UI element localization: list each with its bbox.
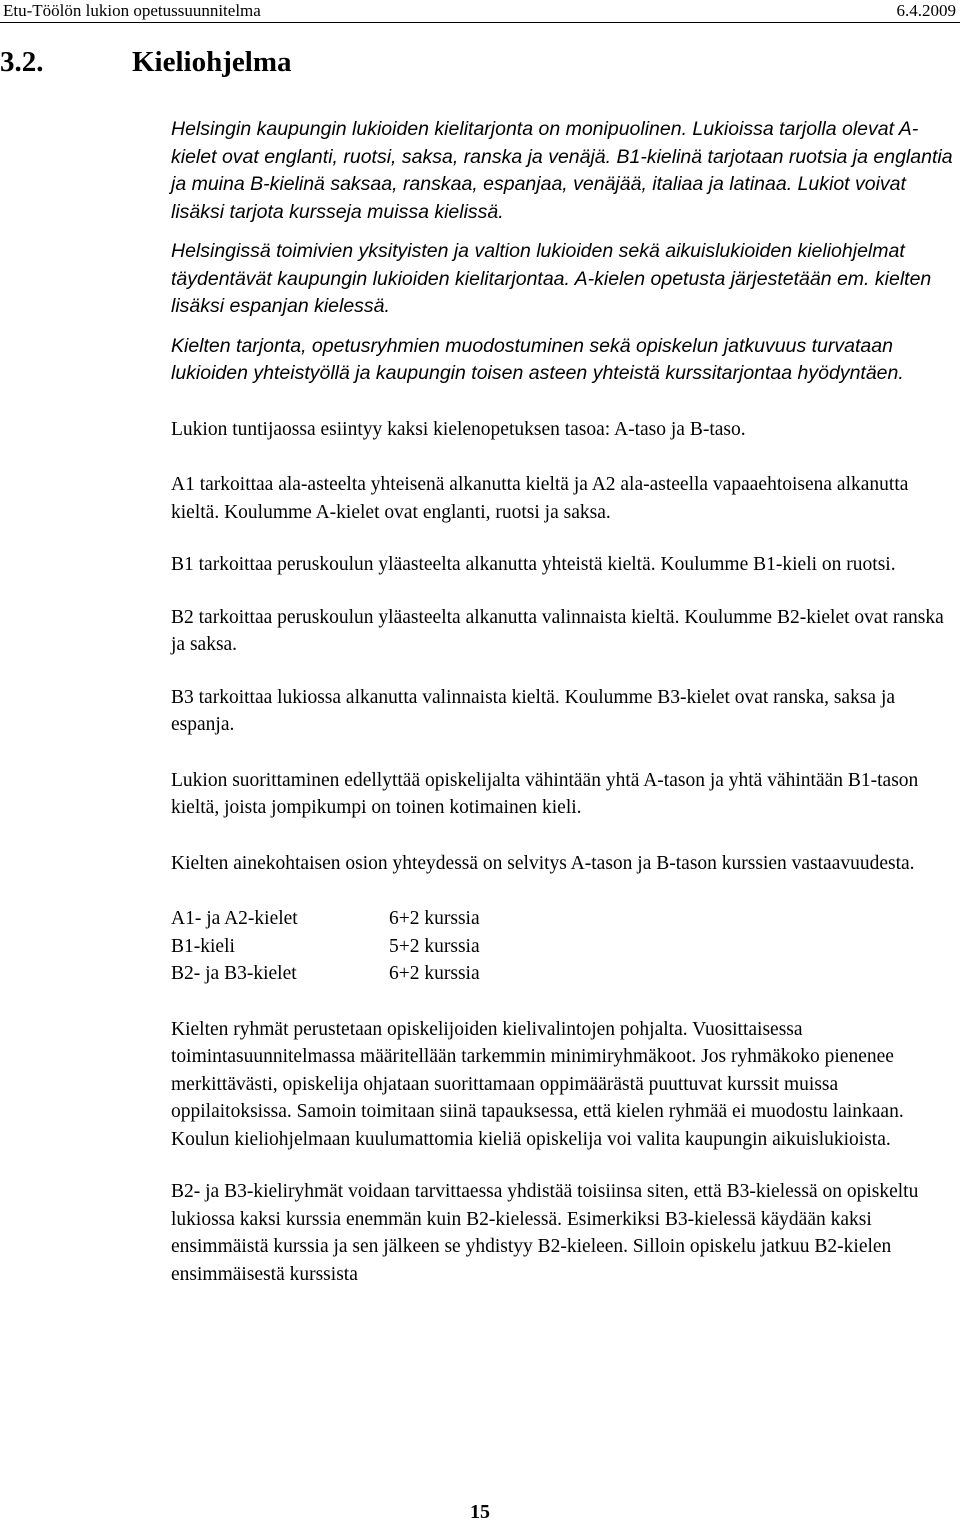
intro-paragraph-2: Helsingissä toimivien yksityisten ja valtion lukioiden sekä aikuislukioiden kieliohjelmat täydentävät kaupungin lukioiden kielitarjontaa. A-kielen opetusta järjestetään em. kielten lisäksi espanjan kielessä. xyxy=(171,240,932,317)
section-title: Kieliohjelma xyxy=(132,46,292,78)
paragraph-b3-languages: B3 tarkoittaa lukiossa alkanutta valinnaista kieltä. Koulumme B3-kielet ovat ranska, saksa ja espanja. xyxy=(171,686,896,735)
paragraph-a-languages: A1 tarkoittaa ala-asteelta yhteisenä alkanutta kieltä ja A2 ala-asteella vapaaehtoisena alkanutta kieltä. Koulumme A-kielet ovat englanti, ruotsi ja saksa. xyxy=(171,474,909,523)
course-count: 6+2 kurssia xyxy=(389,908,480,929)
course-level: B1-kieli xyxy=(171,935,235,957)
document-title: Etu-Töölön lukion opetussuunnitelma xyxy=(3,1,261,20)
paragraph-requirements: Lukion suorittaminen edellyttää opiskelijalta vähintään yhtä A-tason ja yhtä vähintään B1-tason kieltä, joista jompikumpi on toinen kotimainen kieli. xyxy=(171,769,919,818)
document-body xyxy=(171,116,960,1288)
paragraph-equivalence: Kielten ainekohtaisen osion yhteydessä on selvitys A-tason ja B-tason kurssien vastaavuudesta. xyxy=(171,852,915,874)
intro-paragraph-3: Kielten tarjonta, opetusryhmien muodostuminen sekä opiskelun jatkuvuus turvataan lukioiden yhteistyöllä ja kaupungin toisen asteen yhteistä kurssitarjontaa hyödyntäen. xyxy=(171,334,904,384)
table-row xyxy=(171,905,480,933)
intro-paragraph-1: Helsingin kaupungin lukioiden kielitarjonta on monipuolinen. Lukioissa tarjolla olevat A-kielet ovat englanti, ruotsi, saksa, ranska ja venäjä. B1-kielinä tarjotaan ruotsia ja englantia ja muina B-kielinä saksaa, ranskaa, espanjaa, venäjää, italiaa ja latinaa. Lukiot voivat lisäksi tarjota kursseja muissa kielissä. xyxy=(171,118,953,223)
page-header xyxy=(0,0,960,23)
paragraph-b2-languages: B2 tarkoittaa peruskoulun yläasteelta alkanutta valinnaista kieltä. Koulumme B2-kielet ovat ranska ja saksa. xyxy=(171,606,944,655)
paragraph-group-formation: Kielten ryhmät perustetaan opiskelijoiden kielivalintojen pohjalta. Vuosittaisessa toimintasuunnitelmassa määritellään tarkemmin minimiryhmäkoot. Jos ryhmäkoko pienenee merkittävästi, opiskelija ohjataan suorittamaan oppimäärästä puuttuvat kurssit muissa oppilaitoksissa. Samoin toimitaan siinä tapauksessa, että kielen ryhmää ei muodostu lainkaan. Koulun kieliohjelmaan kuulumattomia kieliä opiskelija voi valita kaupungin aikuislukioista. xyxy=(171,1018,904,1150)
course-table xyxy=(171,905,480,988)
page-number: 15 xyxy=(470,1501,490,1523)
course-level: B2- ja B3-kielet xyxy=(171,963,297,984)
section-heading xyxy=(0,44,291,80)
paragraph-language-levels: Lukion tuntijaossa esiintyy kaksi kielenopetuksen tasoa: A-taso ja B-taso. xyxy=(171,418,746,440)
course-count: 6+2 kurssia xyxy=(389,963,480,984)
table-row xyxy=(171,933,480,961)
section-number: 3.2. xyxy=(0,46,44,78)
paragraph-b1-language: B1 tarkoittaa peruskoulun yläasteelta alkanutta yhteistä kieltä. Koulumme B1-kieli on ruotsi. xyxy=(171,554,896,575)
course-count: 5+2 kurssia xyxy=(389,935,480,957)
table-row xyxy=(171,960,480,988)
paragraph-group-merging: B2- ja B3-kieliryhmät voidaan tarvittaessa yhdistää toisiinsa siten, että B3-kielessä on opiskeltu lukiossa kaksi kurssia enemmän kuin B2-kielessä. Esimerkiksi B3-kielessä käydään kaksi ensimmäistä kurssia ja sen jälkeen se yhdistyy B2-kieleen. Silloin opiskelu jatkuu B2-kielen ensimmäisestä kurssista xyxy=(171,1181,919,1285)
course-level: A1- ja A2-kielet xyxy=(171,908,298,929)
document-date: 6.4.2009 xyxy=(896,1,956,20)
